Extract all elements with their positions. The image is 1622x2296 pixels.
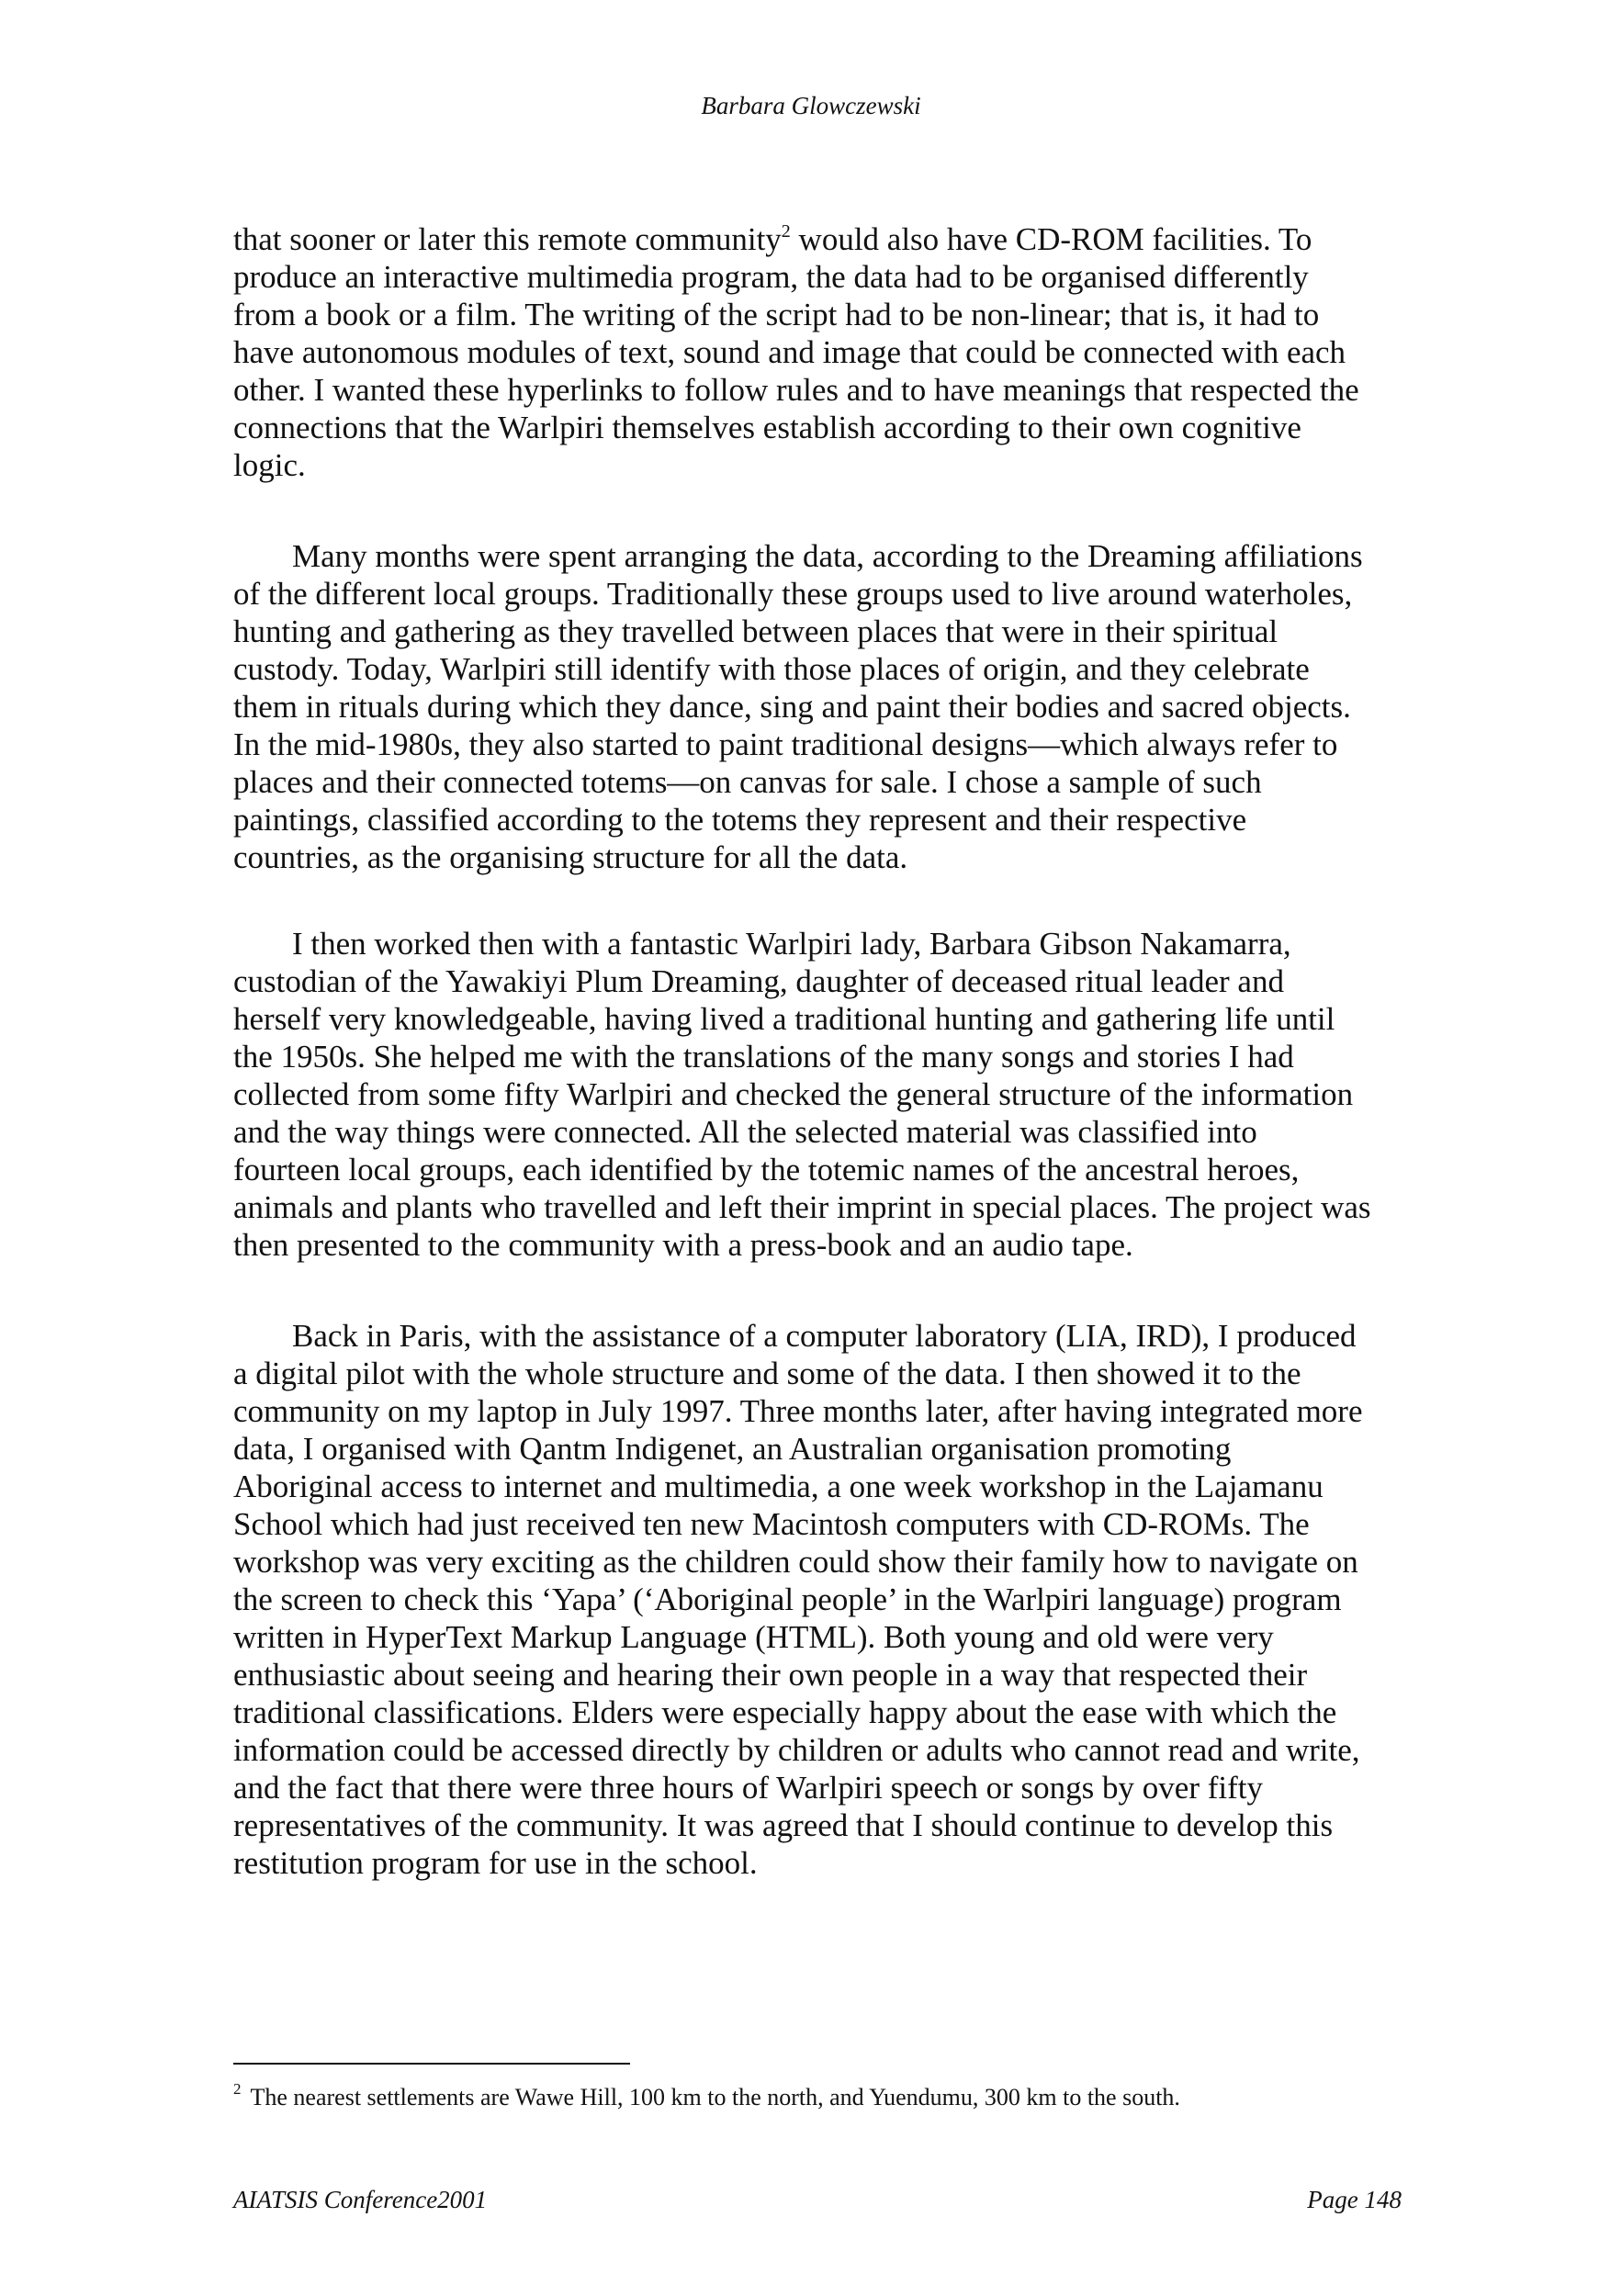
text-line: I then worked then with a fantastic Warlpiri lady, Barbara Gibson Nakamarra, [292, 926, 1291, 962]
paragraph-1 [233, 220, 1359, 484]
text-line: traditional classifications. Elders were especially happy about the ease with which the [233, 1694, 1337, 1730]
text-line: places and their connected totems—on canvas for sale. I chose a sample of such [233, 764, 1262, 800]
text-line: and the way things were connected. All the selected material was classified into [233, 1114, 1257, 1150]
text-line: information could be accessed directly by children or adults who cannot read and write, [233, 1732, 1360, 1768]
text-line: custody. Today, Warlpiri still identify with those places of origin, and they celebrate [233, 651, 1310, 687]
paragraph-2 [233, 537, 1363, 876]
text-line: School which had just received ten new Macintosh computers with CD-ROMs. The [233, 1506, 1310, 1542]
text-line: that sooner or later this remote community$^2$ would also have CD-ROM facilities. To [233, 221, 1312, 257]
text-line: from a book or a film. The writing of the script had to be non-linear; that is, it had to [233, 297, 1320, 332]
footer-conference: AIATSIS Conference2001 [233, 2186, 488, 2213]
text-line: Back in Paris, with the assistance of a computer laboratory (LIA, IRD), I produced [292, 1318, 1357, 1354]
running-header: Barbara Glowczewski [701, 92, 921, 119]
paragraph-4 [233, 1317, 1362, 1882]
text-line: connections that the Warlpiri themselves establish according to their own cognitive [233, 410, 1301, 445]
text-line: have autonomous modules of text, sound and image that could be connected with each [233, 334, 1346, 370]
text-line: produce an interactive multimedia program, the data had to be organised differently [233, 259, 1309, 295]
text-line: logic. [233, 447, 306, 483]
text-line: and the fact that there were three hours of Warlpiri speech or songs by over fifty [233, 1770, 1263, 1806]
text-line: other. I wanted these hyperlinks to follow rules and to have meanings that respected the [233, 372, 1359, 408]
paragraph-3 [233, 925, 1371, 1264]
text-line: the screen to check this ‘Yapa’ (‘Aboriginal people’ in the Warlpiri language) program [233, 1581, 1342, 1617]
text-line: them in rituals during which they dance, sing and paint their bodies and sacred objects. [233, 689, 1351, 725]
footnote-reference[interactable]: 2 [781, 221, 791, 242]
footnote-marker: 2 [233, 2080, 242, 2098]
text-line: then presented to the community with a press-book and an audio tape. [233, 1227, 1133, 1263]
footnote-text: The nearest settlements are Wawe Hill, 100 km to the north, and Yuendumu, 300 km to the south. [250, 2084, 1180, 2110]
footnote-divider [233, 2063, 630, 2065]
footnote [233, 2080, 1180, 2111]
text-line: the 1950s. She helped me with the translations of the many songs and stories I had [233, 1039, 1294, 1075]
text-line: a digital pilot with the whole structure and some of the data. I then showed it to the [233, 1356, 1301, 1391]
text-line: community on my laptop in July 1997. Three months later, after having integrated more [233, 1393, 1363, 1429]
text-line: custodian of the Yawakiyi Plum Dreaming, daughter of deceased ritual leader and [233, 963, 1284, 999]
text-line: collected from some fifty Warlpiri and checked the general structure of the information [233, 1076, 1354, 1112]
text-line: workshop was very exciting as the children could show their family how to navigate on [233, 1544, 1358, 1580]
text-line: written in HyperText Markup Language (HTML). Both young and old were very [233, 1619, 1274, 1655]
text-line: representatives of the community. It was agreed that I should continue to develop this [233, 1807, 1334, 1843]
text-line: In the mid-1980s, they also started to paint traditional designs—which always refer to [233, 726, 1338, 762]
text-line: countries, as the organising structure for all the data. [233, 839, 908, 875]
text-line: animals and plants who travelled and left their imprint in special places. The project was [233, 1189, 1371, 1225]
text-line: Aboriginal access to internet and multimedia, a one week workshop in the Lajamanu [233, 1469, 1324, 1504]
text-line: restitution program for use in the school. [233, 1845, 758, 1881]
text-line: hunting and gathering as they travelled between places that were in their spiritual [233, 613, 1278, 649]
text-line: paintings, classified according to the totems they represent and their respective [233, 802, 1247, 838]
text-line: fourteen local groups, each identified by the totemic names of the ancestral heroes, [233, 1152, 1300, 1187]
text-line: Many months were spent arranging the data, according to the Dreaming affiliations [292, 538, 1363, 574]
text-line: enthusiastic about seeing and hearing their own people in a way that respected their [233, 1657, 1308, 1693]
text-line: herself very knowledgeable, having lived a traditional hunting and gathering life until [233, 1001, 1335, 1037]
footer-page-number: Page 148 [1307, 2186, 1402, 2213]
text-line: of the different local groups. Traditionally these groups used to live around waterholes, [233, 576, 1353, 612]
text-line: data, I organised with Qantm Indigenet, an Australian organisation promoting [233, 1431, 1232, 1467]
